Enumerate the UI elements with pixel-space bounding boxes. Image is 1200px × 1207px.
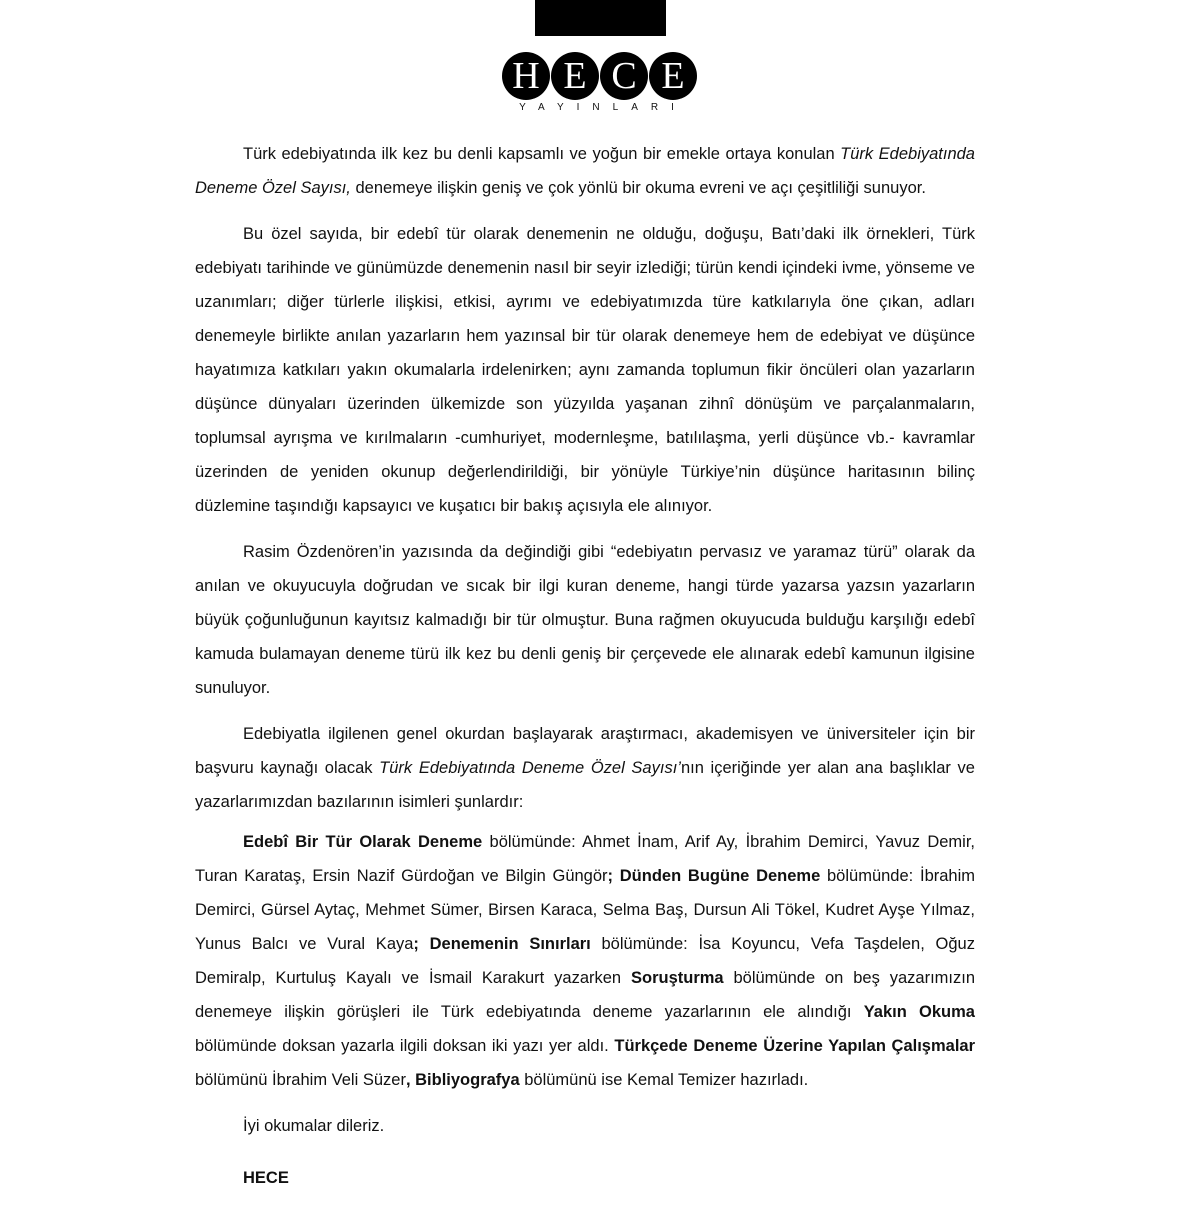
section-title-sinirlari: ; Denemenin Sınırları [413,935,591,953]
section-title-calismalar: Türkçede Deneme Üzerine Yapılan Çalışmalar [614,1037,975,1055]
logo-subtitle: YAYINLARI [519,102,687,113]
paragraph-4 [195,717,975,819]
logo-circles [502,52,698,100]
p5-text-6: bölümünü İbrahim Veli Süzer [195,1071,406,1089]
p5-text-4: bölümünde on beş yazarımızın denemeye ilişkin görüşleri ile Türk edebiyatında deneme yazarlarının ele alındığı [195,969,975,1021]
logo-letter-h: H [502,52,550,100]
paragraph-5 [195,825,975,1097]
p1-text-c: denemeye ilişkin geniş ve çok yönlü bir okuma evreni ve açı çeşitliliği sunuyor. [350,179,926,197]
hece-logo [502,52,698,116]
top-black-bar [535,0,666,36]
paragraph-1 [195,137,975,205]
logo-letter-e: E [551,52,599,100]
p5-text-7: bölümünü ise Kemal Temizer hazırladı. [519,1071,809,1089]
document-body [195,137,975,1207]
p5-text-1: bölümünde: Ahmet İnam, Arif Ay, İbrahim Demirci, Yavuz Demir, Turan Karataş, Ersin Nazif Gürdoğan ve Bilgin Güngör [195,833,975,885]
section-title-yakin-okuma: Yakın Okuma [863,1003,975,1021]
logo-letter-e-2: E [649,52,697,100]
closing-line: İyi okumalar dileriz. [243,1117,385,1135]
p5-text-5: bölümünde doksan yazarla ilgili doksan iki yazı yer aldı. [195,1037,615,1055]
section-title-edebi: Edebî Bir Tür Olarak Deneme [243,833,483,851]
paragraph-2: Bu özel sayıda, bir edebî tür olarak denemenin ne olduğu, doğuşu, Batı’daki ilk örnekleri, Türk edebiyatı tarihinde ve günümüzde denemenin nasıl bir seyir izlediği; türün kendi içindeki ivme, yönseme ve uzanımları; diğer türlerle ilişkisi, etkisi, ayrımı ve edebiyatımızda türe katkılarıyla öne çıkan, adları denemeyle birlikte anılan yazarların hem yazınsal bir tür olarak denemeye hem de edebiyat ve düşünce hayatımıza katkıları yakın okumalarla irdelenirken; aynı zamanda toplumun fikir öncüleri olan yazarların düşünce dünyaları üzerinden ülkemizde son yüzyılda yaşanan zihnî dönüşüm ve parçalanmaların, toplumsal ayrışma ve kırılmaların -cumhuriyet, modernleşme, batılılaşma, yerli düşünce vb.- kavramlar üzerinden de yeniden okunup değerlendirildiği, bir yönüyle Türkiye’nin düşünce haritasının bilinç düzlemine taşındığı kapsayıcı ve kuşatıcı bir bakış açısıyla ele alınıyor. [195,225,975,515]
p1-text-a: Türk edebiyatında ilk kez bu denli kapsamlı ve yoğun bir emekle ortaya konulan [243,145,841,163]
section-title-bibliyografya: , Bibliyografya [405,1071,520,1089]
section-title-sorusturma: Soruşturma [630,969,724,987]
logo-letter-c: C [600,52,648,100]
paragraph-3: Rasim Özdenören’in yazısında da değindiği gibi “edebiyatın pervasız ve yaramaz türü” olarak da anılan ve okuyucuyla doğrudan ve sıcak bir ilgi kuran deneme, hangi türde yazarsa yazsın yazarların büyük çoğunluğunun kayıtsız kalmadığı bir tür olmuştur. Buna rağmen okuyucuda bulduğu karşılığı edebî kamuda bulamayan deneme türü ilk kez bu denli geniş bir çerçevede ele alınarak edebî kamunun ilgisine sunuluyor. [195,543,975,697]
p5-text-3: bölümünde: İsa Koyuncu, Vefa Taşdelen, Oğuz Demiralp, Kurtuluş Kayalı ve İsmail Karakurt yazarken [195,935,975,987]
p4-italic-title: Türk Edebiyatında Deneme Özel Sayısı’ [379,759,681,777]
section-title-dunden: ; Dünden Bugüne Deneme [607,867,821,885]
p1-italic-title: Türk Edebiyatında Deneme Özel Sayısı, [195,145,975,197]
p5-text-2: bölümünde: İbrahim Demirci, Gürsel Aytaç, Mehmet Sümer, Birsen Karaca, Selma Baş, Dursun Ali Tökel, Kudret Ayşe Yılmaz, Yunus Balcı ve Vural Kaya [195,867,975,953]
p4-text-c: nın içeriğinde yer alan ana başlıklar ve yazarlarımızdan bazılarının isimleri şunlardır: [195,759,975,811]
signature: HECE [243,1169,289,1187]
p4-text-a: Edebiyatla ilgilenen genel okurdan başlayarak araştırmacı, akademisyen ve üniversiteler için bir başvuru kaynağı olacak [195,725,975,777]
